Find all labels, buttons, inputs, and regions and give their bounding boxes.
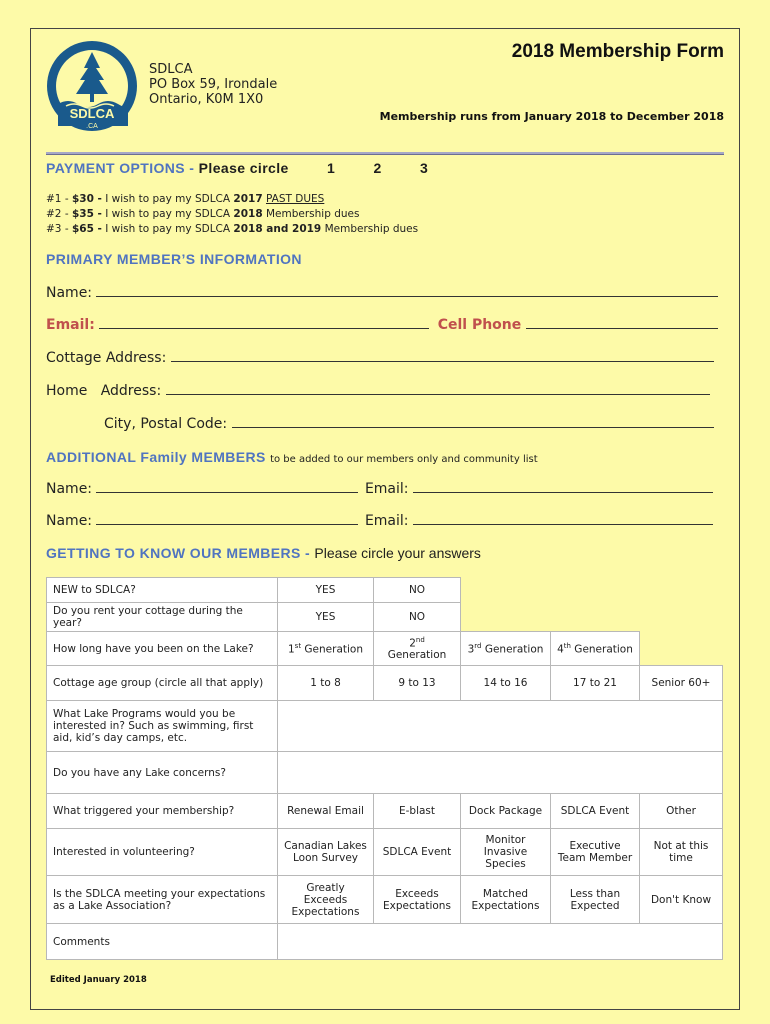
city-postal-label: City, Postal Code: [104, 416, 228, 432]
payment-heading-row [46, 160, 428, 176]
city-postal-row [104, 415, 714, 432]
answer-trigger-3[interactable]: Dock Package [461, 794, 551, 829]
answer-rent-yes[interactable]: YES [278, 603, 374, 632]
additional-heading: ADDITIONAL Family MEMBERS [46, 449, 266, 465]
payment-option-line: #2 - $35 - I wish to pay my SDLCA 2018 Membership dues [46, 208, 360, 220]
additional-name-label: Name: [46, 481, 93, 497]
additional-email-label: Email: [364, 481, 409, 497]
sdlca-logo [44, 38, 140, 134]
answer-volunteer-1[interactable]: Canadian Lakes Loon Survey [278, 829, 374, 876]
question-how-long: How long have you been on the Lake? [47, 632, 278, 666]
table-row [47, 829, 723, 876]
primary-name-field[interactable] [96, 284, 718, 297]
answer-volunteer-3[interactable]: Monitor Invasive Species [461, 829, 551, 876]
getting-subheading: Please circle your answers [314, 545, 481, 561]
form-title: 2018 Membership Form [511, 41, 724, 62]
survey-table [46, 577, 723, 960]
answer-age-1[interactable]: 1 to 8 [278, 666, 374, 701]
answer-comments-field[interactable] [278, 924, 723, 960]
question-new: NEW to SDLCA? [47, 578, 278, 603]
table-row [47, 578, 723, 603]
answer-rent-no[interactable]: NO [374, 603, 461, 632]
answer-expect-2[interactable]: Exceeds Expectations [374, 876, 461, 924]
answer-age-5[interactable]: Senior 60+ [640, 666, 723, 701]
payment-circle-text: Please circle [198, 160, 289, 176]
edited-note: Edited January 2018 [50, 975, 147, 985]
answer-volunteer-5[interactable]: Not at this time [640, 829, 723, 876]
additional-name-label: Name: [46, 513, 93, 529]
additional-email-field-1[interactable] [413, 480, 713, 493]
additional-name-field-2[interactable] [96, 512, 358, 525]
answer-age-3[interactable]: 14 to 16 [461, 666, 551, 701]
question-volunteer: Interested in volunteering? [47, 829, 278, 876]
org-name: SDLCA [149, 62, 193, 77]
answer-expect-4[interactable]: Less than Expected [551, 876, 640, 924]
membership-period: Membership runs from January 2018 to December 2018 [379, 110, 724, 123]
answer-generation-4[interactable]: 4th Generation [551, 632, 640, 666]
question-rent: Do you rent your cottage during the year? [47, 603, 278, 632]
payment-options-list [46, 192, 418, 237]
additional-heading-row [46, 449, 538, 465]
payment-option-line: #1 - $30 - I wish to pay my SDLCA 2017 PAST DUES [46, 193, 325, 205]
org-address-line1: PO Box 59, Irondale [149, 77, 278, 92]
home-address-field[interactable] [166, 382, 710, 395]
answer-generation-1[interactable]: 1st Generation [278, 632, 374, 666]
additional-email-label: Email: [364, 513, 409, 529]
cottage-address-label: Cottage Address: [46, 350, 167, 366]
table-row [47, 752, 723, 794]
primary-email-label: Email: [46, 317, 95, 333]
payment-option-2[interactable]: 2 [373, 160, 382, 176]
primary-cell-field[interactable] [526, 316, 718, 329]
city-postal-field[interactable] [232, 415, 714, 428]
answer-expect-3[interactable]: Matched Expectations [461, 876, 551, 924]
question-expectations: Is the SDLCA meeting your expectations as a Lake Association? [47, 876, 278, 924]
answer-new-yes[interactable]: YES [278, 578, 374, 603]
answer-age-4[interactable]: 17 to 21 [551, 666, 640, 701]
payment-option-line: #3 - $65 - I wish to pay my SDLCA 2018 and 2019 Membership dues [46, 223, 419, 235]
getting-heading: GETTING TO KNOW OUR MEMBERS - [46, 545, 311, 561]
table-row [47, 603, 723, 632]
table-row [47, 666, 723, 701]
answer-age-2[interactable]: 9 to 13 [374, 666, 461, 701]
question-programs: What Lake Programs would you be interested in? Such as swimming, first aid, kid’s day camps, etc. [47, 701, 278, 752]
payment-option-1[interactable]: 1 [327, 160, 336, 176]
primary-name-label: Name: [46, 285, 93, 301]
answer-concerns-field[interactable] [278, 752, 723, 794]
additional-member-row-1 [46, 480, 713, 497]
payment-number-options [293, 160, 428, 176]
table-row [47, 701, 723, 752]
primary-email-field[interactable] [99, 316, 429, 329]
answer-generation-2[interactable]: 2nd Generation [374, 632, 461, 666]
header-divider [46, 152, 724, 155]
table-row [47, 632, 723, 666]
answer-new-no[interactable]: NO [374, 578, 461, 603]
home-address-label: Home Address: [46, 383, 162, 399]
question-age-group: Cottage age group (circle all that apply) [47, 666, 278, 701]
answer-programs-field[interactable] [278, 701, 723, 752]
answer-trigger-1[interactable]: Renewal Email [278, 794, 374, 829]
additional-member-row-2 [46, 512, 713, 529]
answer-expect-5[interactable]: Don't Know [640, 876, 723, 924]
additional-subheading: to be added to our members only and community list [270, 454, 538, 465]
org-address [149, 62, 277, 107]
cottage-address-row [46, 349, 714, 366]
table-row [47, 794, 723, 829]
payment-option-3[interactable]: 3 [420, 160, 429, 176]
answer-trigger-2[interactable]: E-blast [374, 794, 461, 829]
cottage-address-field[interactable] [171, 349, 714, 362]
answer-expect-1[interactable]: Greatly Exceeds Expectations [278, 876, 374, 924]
answer-generation-3[interactable]: 3rd Generation [461, 632, 551, 666]
answer-trigger-5[interactable]: Other [640, 794, 723, 829]
table-row [47, 924, 723, 960]
question-trigger: What triggered your membership? [47, 794, 278, 829]
payment-heading: PAYMENT OPTIONS - [46, 160, 195, 176]
primary-name-row [46, 284, 718, 301]
answer-volunteer-2[interactable]: SDLCA Event [374, 829, 461, 876]
additional-name-field-1[interactable] [96, 480, 358, 493]
answer-volunteer-4[interactable]: Executive Team Member [551, 829, 640, 876]
primary-cell-label: Cell Phone [437, 317, 522, 333]
home-address-row [46, 382, 710, 399]
logo-sub: .CA [86, 123, 98, 130]
additional-email-field-2[interactable] [413, 512, 713, 525]
primary-email-row [46, 316, 718, 333]
answer-trigger-4[interactable]: SDLCA Event [551, 794, 640, 829]
question-concerns: Do you have any Lake concerns? [47, 752, 278, 794]
logo-text: SDLCA [69, 106, 115, 121]
getting-heading-row [46, 545, 481, 561]
primary-heading: PRIMARY MEMBER’S INFORMATION [46, 251, 302, 267]
question-comments: Comments [47, 924, 278, 960]
org-address-line2: Ontario, K0M 1X0 [149, 92, 264, 107]
table-row [47, 876, 723, 924]
